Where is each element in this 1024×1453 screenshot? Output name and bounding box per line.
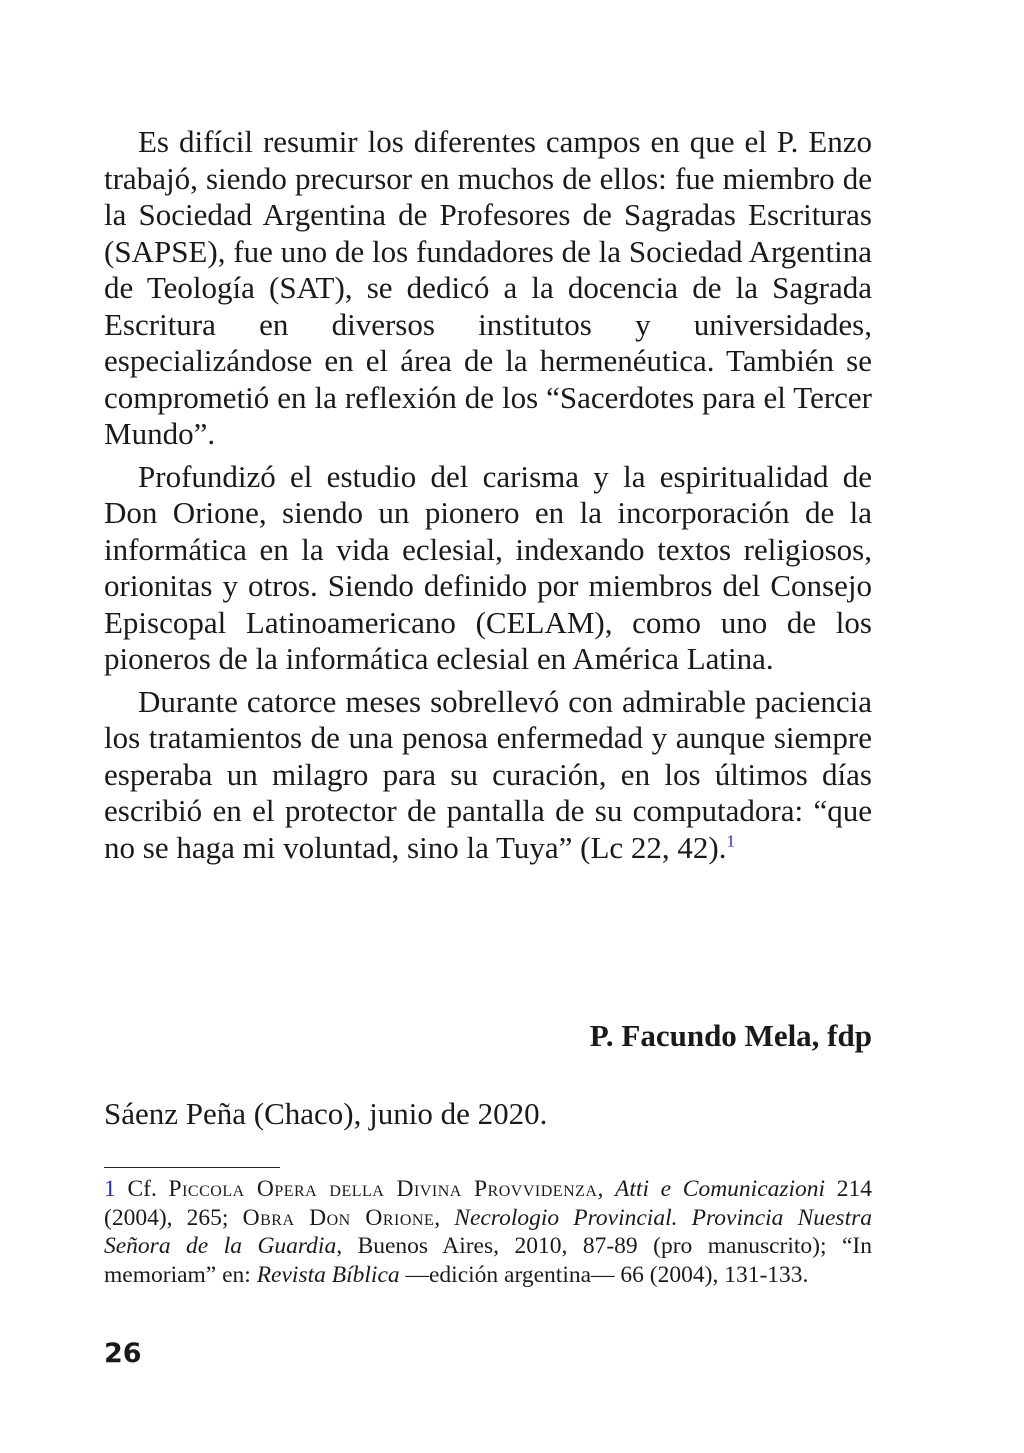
paragraph-1: Es difícil resumir los diferentes campos en que el P. Enzo trabajó, siendo precursor en muchos de ellos: fue miembro de la Sociedad Argentina de Profesores de Sagradas Escrituras (SAPSE), fue uno de los fundadores de la Sociedad Argentina de Teología (SAT), se dedicó a la docencia de la Sagrada Escritura en diversos institutos y universidades, especializándose en el área de la hermenéutica. También se comprometió en la reflexión de los “Sacerdotes para el Tercer Mundo”. — [104, 124, 872, 451]
footnote-reference[interactable]: 1 — [726, 831, 735, 851]
paragraph-2: Profundizó el estudio del carisma y la espiritualidad de Don Orione, siendo un pionero en la incorporación de la informática en la vida eclesial, indexando textos religiosos, orionitas y otros. Siendo definido por miembros del Consejo Episcopal Latinoamericano (CELAM), como uno de los pioneros de la informática eclesial en América Latina. — [104, 458, 872, 676]
place-date: Sáenz Peña (Chaco), junio de 2020. — [104, 1096, 548, 1131]
footnote-text-6: —edición argentina— 66 (2004), 131-133. — [405, 1261, 809, 1288]
footnote-number: 1 — [104, 1176, 116, 1202]
paragraph-3-text: Durante catorce meses sobrellevó con admirable paciencia los tratamientos de una penosa enfermedad y aunque siempre esperaba un milagro para su curación, en los últimos días escribió en el protector de pantalla de su computadora: “que no se haga mi voluntad, sino la Tuya” (Lc 22, 42). — [104, 683, 872, 865]
signature: P. Facundo Mela, fdp — [589, 1018, 872, 1053]
footnote — [104, 1175, 872, 1289]
footnote-text-4: , — [434, 1204, 441, 1231]
footnote-title-1: Atti e Comunicazioni — [615, 1176, 826, 1202]
footnote-source-2: Obra Don Orione — [242, 1204, 435, 1231]
footnote-title-2: Necrologio Provincial. Provincia Nuestra Señora de la Guardia — [104, 1204, 873, 1259]
main-text — [104, 124, 872, 872]
paragraph-3 — [104, 684, 872, 867]
page-number: 26 — [104, 1338, 142, 1369]
footnote-text-3: 214 (2004), 265; — [104, 1176, 873, 1231]
footnote-text-5: , Buenos Aires, 2010, 87-89 (pro manuscrito); “In memoriam” en: — [104, 1233, 872, 1288]
footnote-divider — [104, 1167, 280, 1168]
footnote-text-2: , — [597, 1176, 604, 1202]
footnote-text-1: Cf. — [127, 1176, 157, 1202]
footnote-title-3: Revista Bíblica — [256, 1261, 400, 1288]
footnote-source-1: Piccola Opera della Divina Provvidenza — [168, 1176, 598, 1202]
